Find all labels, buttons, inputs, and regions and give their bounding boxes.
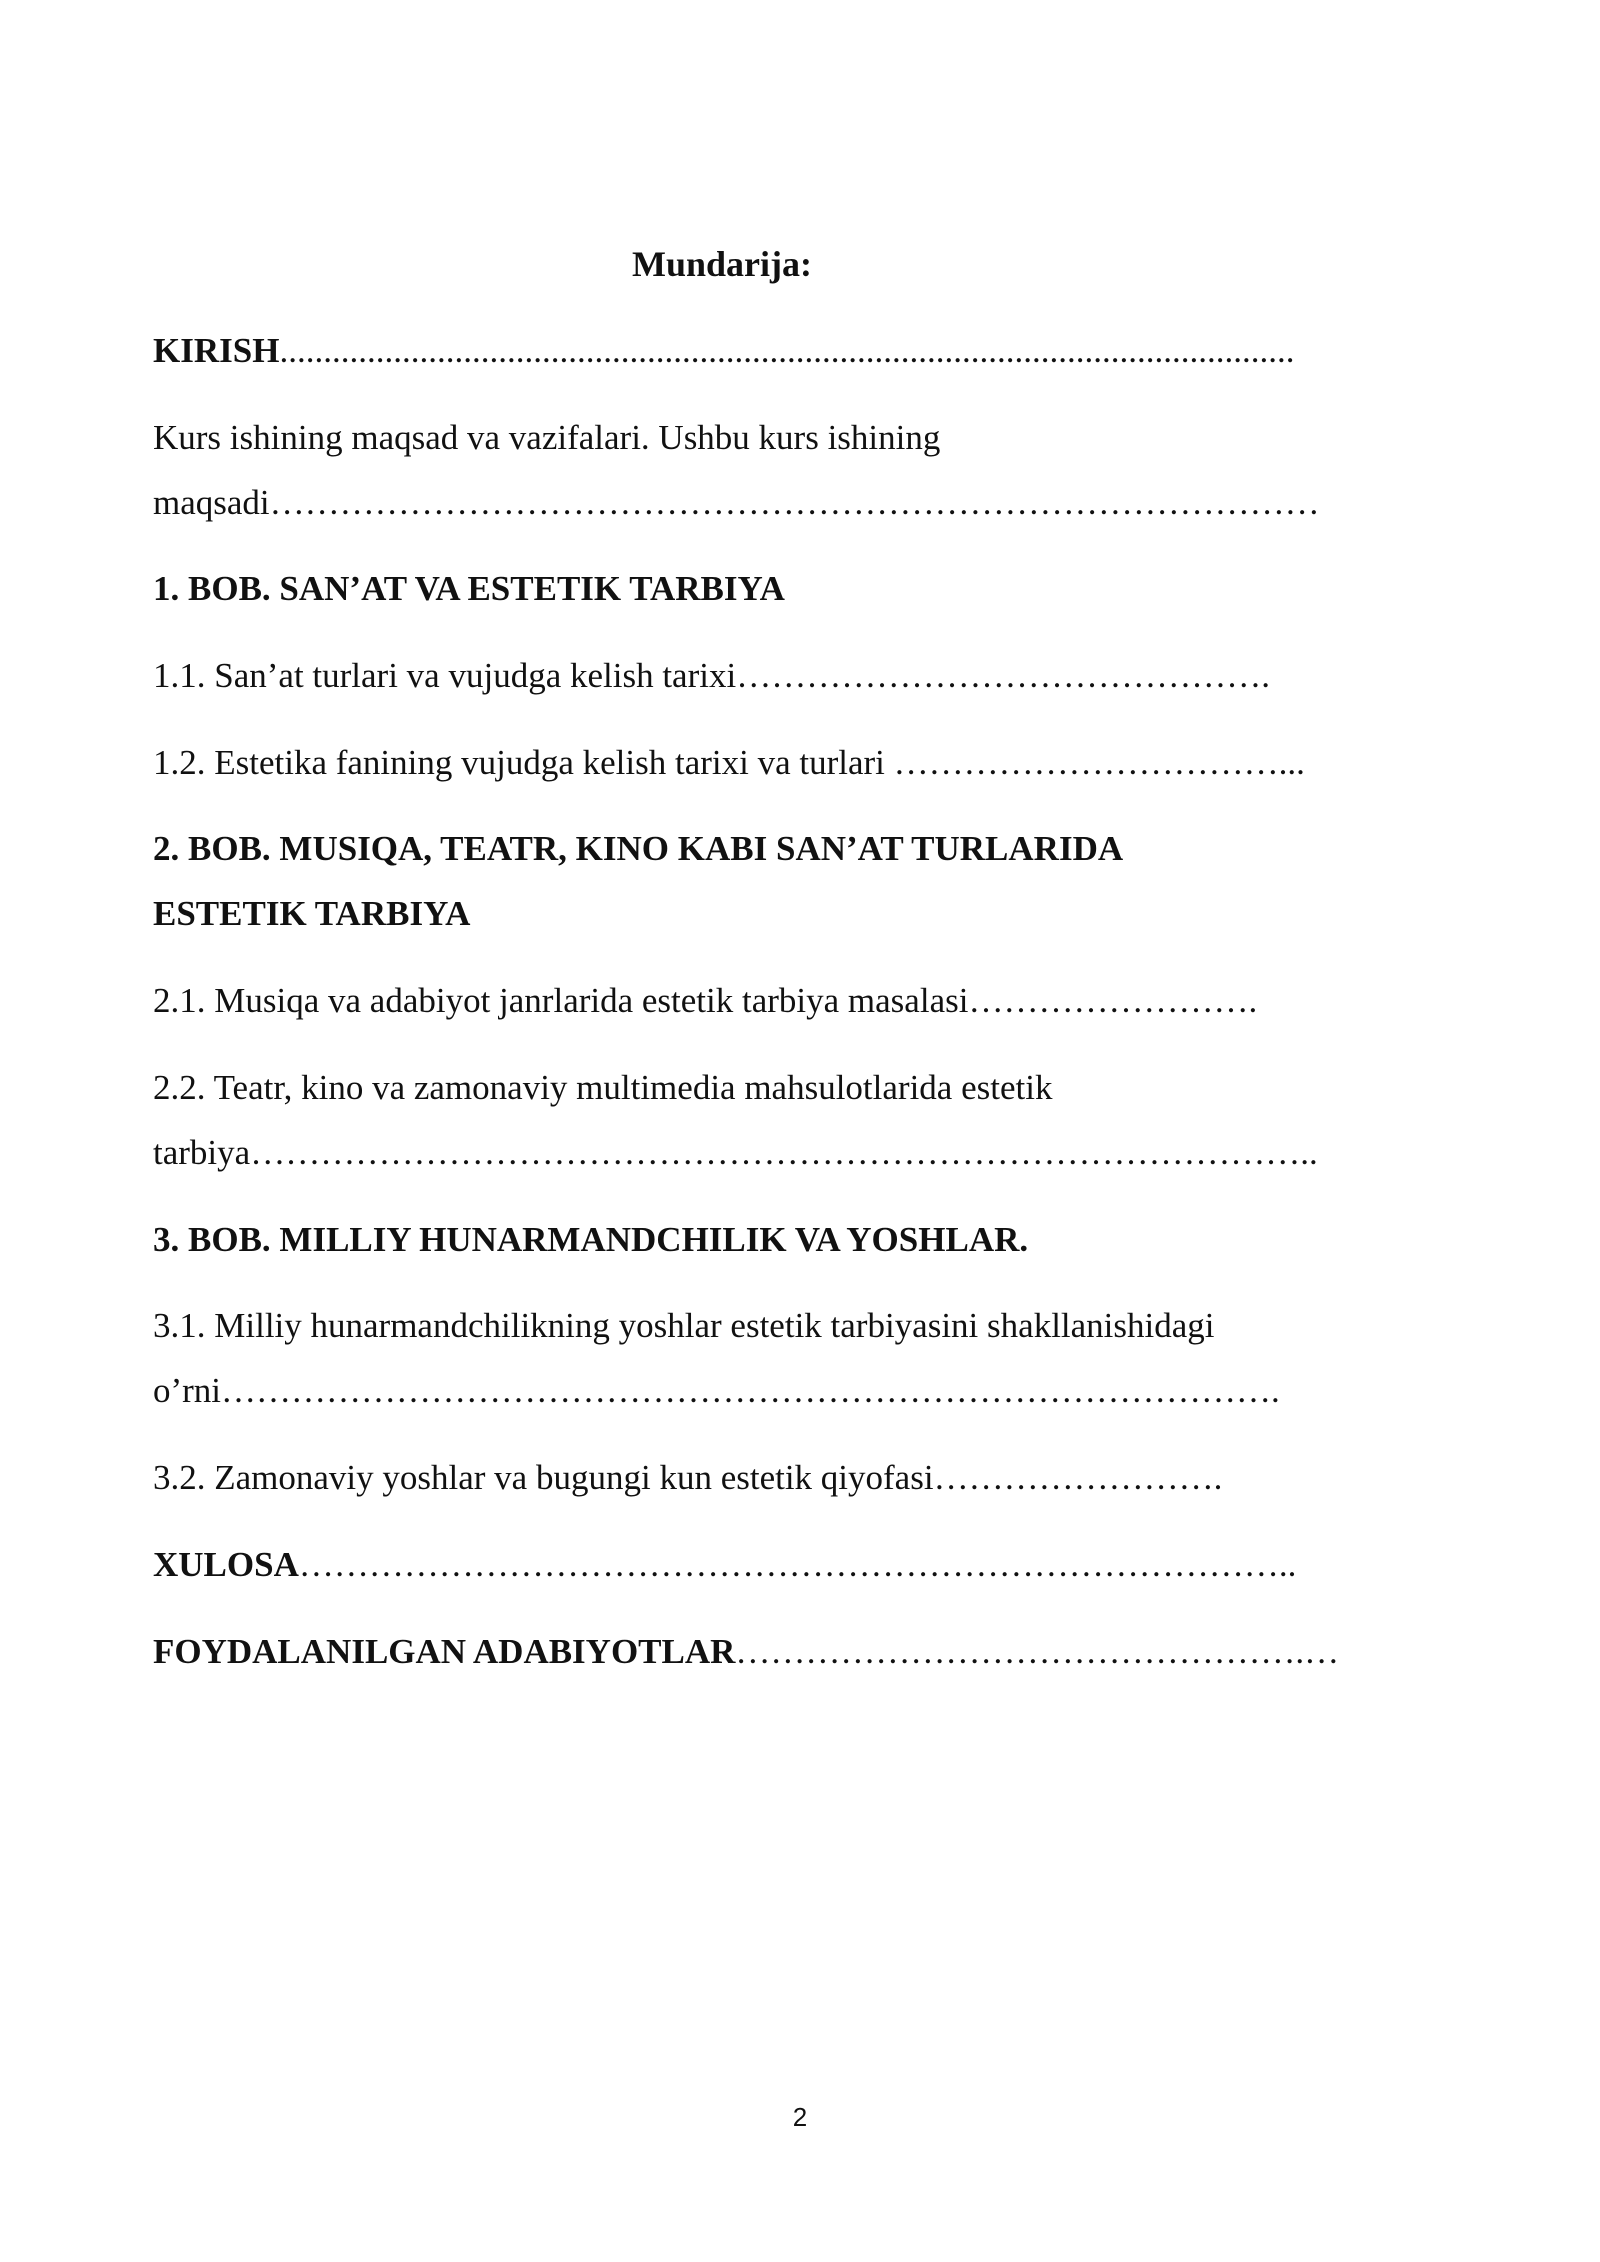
toc-entry-leader: ……………………………...	[893, 743, 1305, 782]
toc-entry-label: XULOSA	[153, 1545, 299, 1584]
toc-entry-label: 3.1. Milliy hunarmandchilikning yoshlar estetik tarbiyasini shakllanishidagi	[153, 1306, 1215, 1345]
toc-entry-3-2	[153, 1445, 1448, 1510]
toc-entry-leader: …………………………………………………………………………..	[298, 1545, 1297, 1584]
toc-entry-leader: ………………………………………………………………………………	[269, 483, 1320, 522]
toc-entry-leader: ……………………………………………………………………………….	[221, 1371, 1280, 1410]
toc-entry-label: 3. BOB. MILLIY HUNARMANDCHILIK VA YOSHLAR.	[153, 1220, 1029, 1259]
toc-entry-leader: …………………….	[968, 981, 1258, 1020]
toc-entry-2-1	[153, 968, 1448, 1033]
toc-title: Mundarija:	[632, 244, 812, 284]
toc-entry-leader: ....................................................................................................................	[279, 331, 1295, 370]
toc-entry-label-line2: maqsadi	[153, 483, 270, 522]
toc-entry-label: 1.1. San’at turlari va vujudga kelish tarixi	[153, 656, 737, 695]
toc-entry-3-1	[153, 1293, 1448, 1423]
toc-entry-label: 2.1. Musiqa va adabiyot janrlarida estetik tarbiya masalasi	[153, 981, 969, 1020]
toc-entry-label-line2: tarbiya	[153, 1133, 251, 1172]
toc-entry-label-line2: o’rni	[153, 1371, 222, 1410]
toc-entry-label: 3.2. Zamonaviy yoshlar va bugungi kun estetik qiyofasi	[153, 1458, 934, 1497]
toc-entry-kurs-maqsad	[153, 405, 1448, 535]
toc-entry-bob-1	[153, 556, 1448, 621]
toc-entry-label: 2.2. Teatr, kino va zamonaviy multimedia mahsulotlarida estetik	[153, 1068, 1053, 1107]
page-number: 2	[792, 2102, 808, 2132]
toc-entry-leader: …………………….	[933, 1458, 1223, 1497]
toc-entry-1-1	[153, 643, 1448, 708]
toc-entry-bob-3	[153, 1207, 1448, 1272]
toc-entry-bob-2	[153, 816, 1448, 946]
toc-entry-leader: ……………………………………….	[736, 656, 1270, 695]
toc-entry-label: 1. BOB. SAN’AT VA ESTETIK TARBIYA	[153, 569, 785, 608]
toc-entry-label: FOYDALANILGAN ADABIYOTLAR	[153, 1632, 736, 1671]
toc-entry-kirish	[153, 318, 1448, 383]
toc-entry-xulosa	[153, 1532, 1448, 1597]
toc-entry-adabiyotlar	[153, 1619, 1448, 1684]
toc-entry-leader: ………………………………………….…	[735, 1632, 1340, 1671]
toc-entry-label: 1.2. Estetika fanining vujudga kelish tarixi va turlari	[153, 743, 894, 782]
toc-entry-1-2	[153, 730, 1448, 795]
toc-entry-2-2	[153, 1055, 1448, 1185]
toc-entry-label: Kurs ishining maqsad va vazifalari. Ushbu kurs ishining	[153, 418, 941, 457]
toc-entry-label: KIRISH	[153, 331, 280, 370]
toc-entry-label: 2. BOB. MUSIQA, TEATR, KINO KABI SAN’AT TURLARIDA	[153, 829, 1124, 868]
toc-entry-leader: ………………………………………………………………………………..	[250, 1133, 1318, 1172]
toc-entry-label-line2: ESTETIK TARBIYA	[153, 894, 471, 933]
